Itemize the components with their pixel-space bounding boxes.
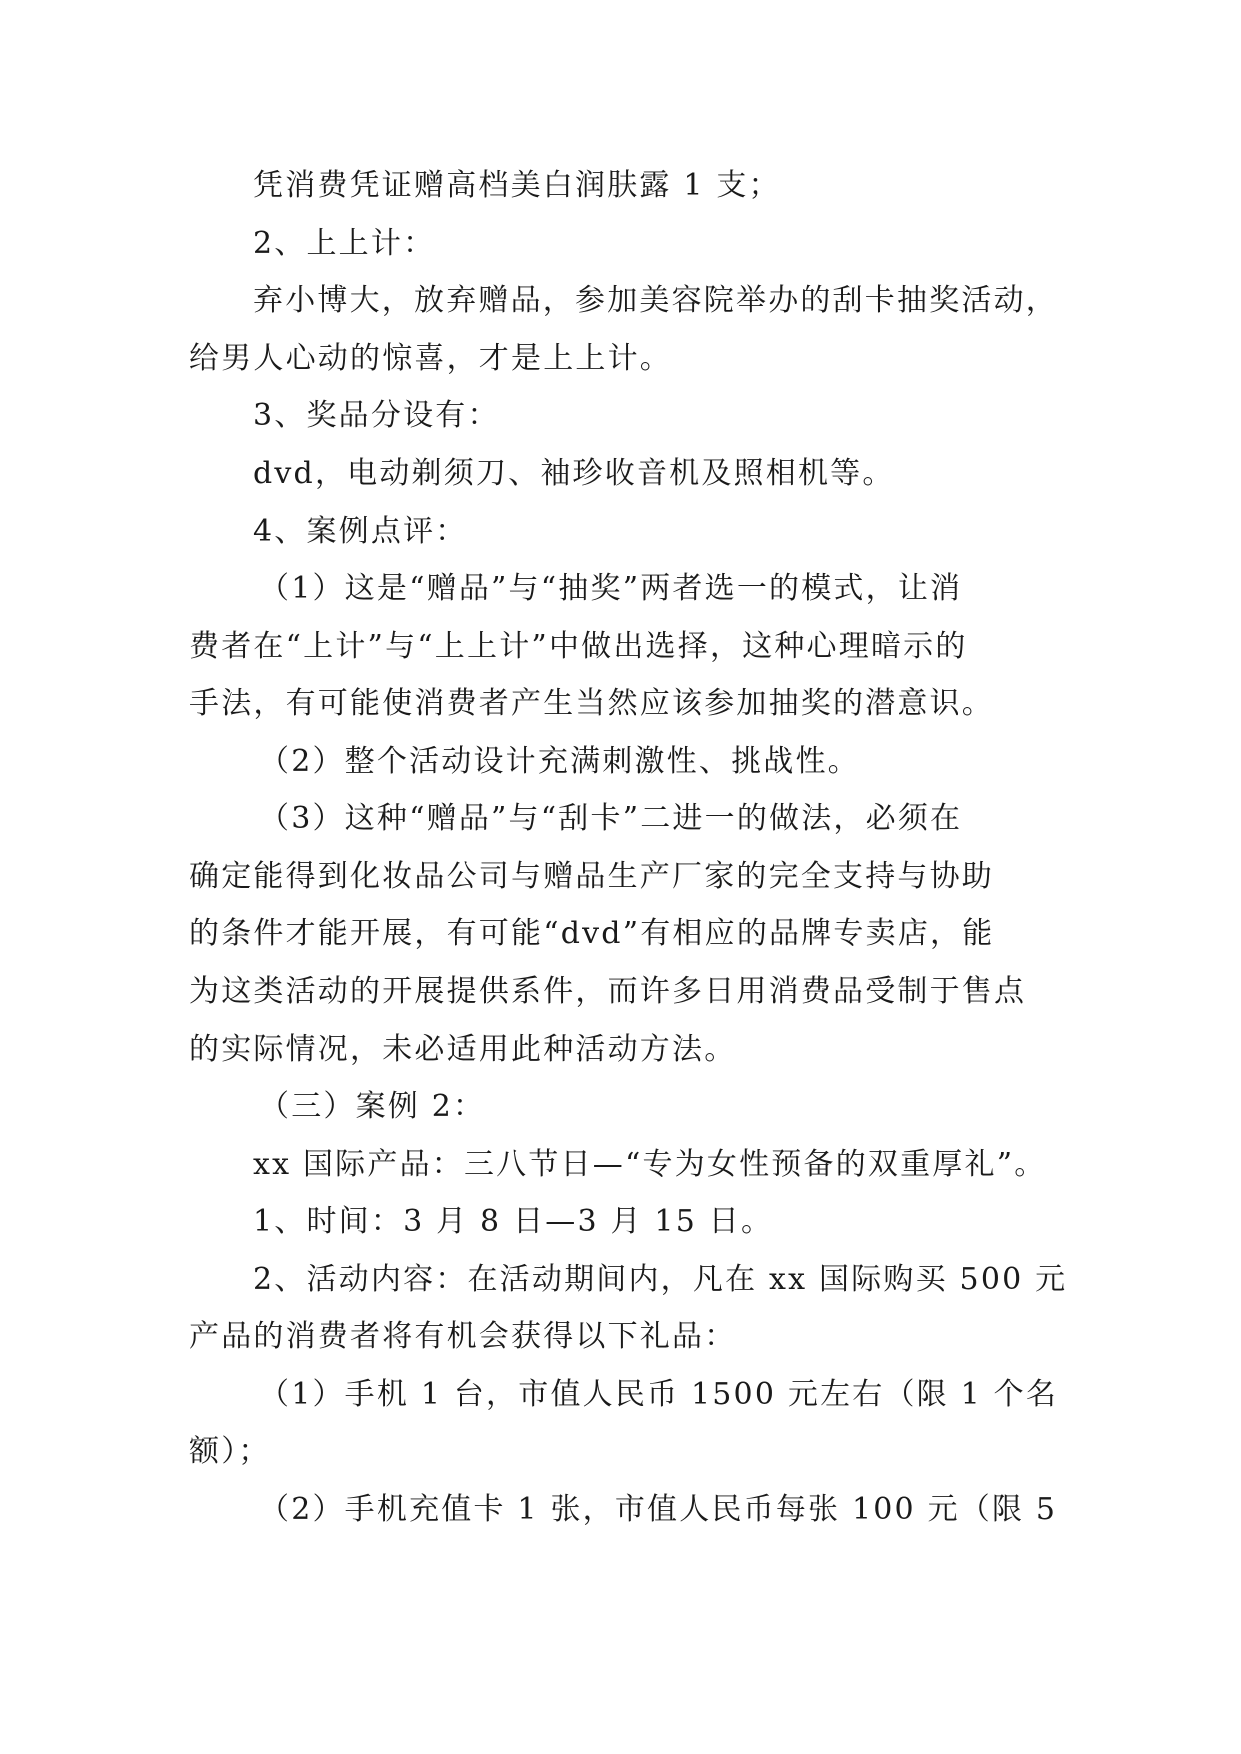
text-line: xx 国际产品：三八节日—“专为女性预备的双重厚礼”。 xyxy=(253,1147,1047,1182)
text-line: 为这类活动的开展提供系件，而许多日用消费品受制于售点 xyxy=(189,974,1027,1009)
text-line: 2、活动内容：在活动期间内，凡在 xx 国际购买 500 元 xyxy=(253,1262,1068,1297)
text-line: 额）； xyxy=(189,1434,271,1469)
text-line: （1）这是“赠品”与“抽奖”两者选一的模式，让消 xyxy=(259,571,963,606)
text-line: 凭消费凭证赠高档美白润肤露 1 支； xyxy=(253,168,781,203)
text-line: 产品的消费者将有机会获得以下礼品： xyxy=(189,1319,737,1354)
text-line: 4、案例点评： xyxy=(253,514,468,549)
text-line: （1）手机 1 台，市值人民币 1500 元左右（限 1 个名 xyxy=(259,1377,1059,1412)
text-line: 2、上上计： xyxy=(253,226,436,261)
text-line: 弃小博大，放弃赠品，参加美容院举办的刮卡抽奖活动， xyxy=(253,283,1058,318)
text-line: （三）案例 2： xyxy=(259,1089,486,1124)
text-line: 3、奖品分设有： xyxy=(253,398,500,433)
text-line: 1、时间：3 月 8 日—3 月 15 日。 xyxy=(253,1204,774,1239)
text-line: 给男人心动的惊喜，才是上上计。 xyxy=(189,341,672,376)
text-line: 手法，有可能使消费者产生当然应该参加抽奖的潜意识。 xyxy=(189,686,994,721)
text-line: dvd，电动剃须刀、袖珍收音机及照相机等。 xyxy=(253,456,895,491)
text-line: 的条件才能开展，有可能“dvd”有相应的品牌专卖店，能 xyxy=(189,916,995,951)
text-line: （3）这种“赠品”与“刮卡”二进一的做法，必须在 xyxy=(259,801,963,836)
text-line: （2）整个活动设计充满刺激性、挑战性。 xyxy=(259,744,860,779)
text-line: （2）手机充值卡 1 张，市值人民币每张 100 元（限 5 xyxy=(259,1492,1058,1527)
text-line: 的实际情况，未必适用此种活动方法。 xyxy=(189,1032,737,1067)
text-line: 确定能得到化妆品公司与赠品生产厂家的完全支持与协助 xyxy=(189,859,994,894)
text-line: 费者在“上计”与“上上计”中做出选择，这种心理暗示的 xyxy=(189,629,968,664)
